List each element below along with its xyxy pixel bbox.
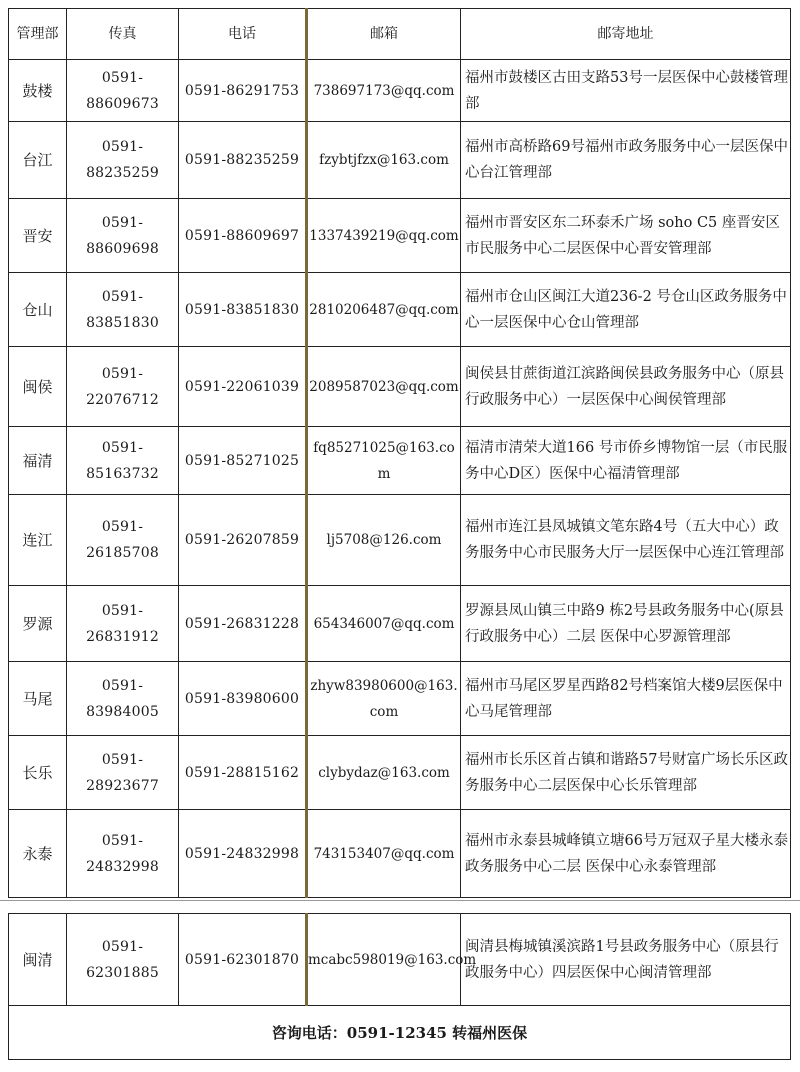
table-row: [9, 810, 791, 898]
address-cell: 福州市长乐区首占镇和谐路57号财富广场长乐区政务服务中心二层医保中心长乐管理部: [461, 736, 791, 810]
email-cell: clybydaz@163.com: [307, 736, 461, 810]
table-row: [9, 122, 791, 199]
address-cell: 福州市鼓楼区古田支路53号一层医保中心鼓楼管理部: [461, 60, 791, 122]
table-row: [9, 60, 791, 122]
dept-cell: 晋安: [9, 199, 67, 273]
dept-cell: 罗源: [9, 586, 67, 662]
table-row: [9, 347, 791, 427]
address-cell: 福州市高桥路69号福州市政务服务中心一层医保中心台江管理部: [461, 122, 791, 199]
phone-cell: 0591-26207859: [179, 495, 307, 586]
email-cell: 743153407@qq.com: [307, 810, 461, 898]
address-cell: 罗源县凤山镇三中路9 栋2号县政务服务中心(原县行政服务中心）二层 医保中心罗源管理部: [461, 586, 791, 662]
fax-cell: 0591-26185708: [67, 495, 179, 586]
dept-cell: 长乐: [9, 736, 67, 810]
hotline-text: 咨询电话：0591-12345 转福州医保: [9, 1006, 791, 1060]
dept-cell: 仓山: [9, 273, 67, 347]
fax-cell: 0591-83984005: [67, 662, 179, 736]
address-cell: 闽侯县甘蔗街道江滨路闽侯县政务服务中心（原县行政服务中心）一层医保中心闽侯管理部: [461, 347, 791, 427]
header-address: 邮寄地址: [461, 9, 791, 60]
table-row: [9, 662, 791, 736]
phone-cell: 0591-83980600: [179, 662, 307, 736]
email-cell: 2810206487@qq.com: [307, 273, 461, 347]
email-cell: fzybtjfzx@163.com: [307, 122, 461, 199]
dept-cell: 福清: [9, 427, 67, 495]
table-row: [9, 273, 791, 347]
phone-cell: 0591-83851830: [179, 273, 307, 347]
hotline-row: [9, 1006, 791, 1060]
fax-cell: 0591-88235259: [67, 122, 179, 199]
dept-cell: 鼓楼: [9, 60, 67, 122]
table-row: [9, 914, 791, 1006]
table-row: [9, 427, 791, 495]
phone-cell: 0591-88235259: [179, 122, 307, 199]
address-cell: 福州市永泰县城峰镇立塘66号万冠双子星大楼永泰政务服务中心二层 医保中心永泰管理部: [461, 810, 791, 898]
phone-cell: 0591-88609697: [179, 199, 307, 273]
phone-cell: 0591-28815162: [179, 736, 307, 810]
table-row: [9, 199, 791, 273]
email-cell: zhyw83980600@163.com: [307, 662, 461, 736]
email-cell: 1337439219@qq.com: [307, 199, 461, 273]
table-row: [9, 495, 791, 586]
header-email: 邮箱: [307, 9, 461, 60]
email-cell: fq85271025@163.com: [307, 427, 461, 495]
email-cell: mcabc598019@163.com: [307, 914, 461, 1006]
fax-cell: 0591-28923677: [67, 736, 179, 810]
header-fax: 传真: [67, 9, 179, 60]
dept-cell: 闽侯: [9, 347, 67, 427]
fax-cell: 0591-88609698: [67, 199, 179, 273]
dept-cell: 闽清: [9, 914, 67, 1006]
header-dept: 管理部: [9, 9, 67, 60]
dept-cell: 永泰: [9, 810, 67, 898]
address-cell: 福州市马尾区罗星西路82号档案馆大楼9层医保中心马尾管理部: [461, 662, 791, 736]
phone-cell: 0591-85271025: [179, 427, 307, 495]
dept-cell: 连江: [9, 495, 67, 586]
address-cell: 闽清县梅城镇溪滨路1号县政务服务中心（原县行政服务中心）四层医保中心闽清管理部: [461, 914, 791, 1006]
email-cell: 738697173@qq.com: [307, 60, 461, 122]
email-cell: lj5708@126.com: [307, 495, 461, 586]
fax-cell: 0591-24832998: [67, 810, 179, 898]
table-row: [9, 736, 791, 810]
fax-cell: 0591-62301885: [67, 914, 179, 1006]
page-break: [0, 900, 800, 907]
phone-cell: 0591-26831228: [179, 586, 307, 662]
address-cell: 福州市仓山区闽江大道236-2 号仓山区政务服务中心一层医保中心仓山管理部: [461, 273, 791, 347]
phone-cell: 0591-24832998: [179, 810, 307, 898]
address-cell: 福州市晋安区东二环泰禾广场 soho C5 座晋安区市民服务中心二层医保中心晋安管理部: [461, 199, 791, 273]
email-cell: 654346007@qq.com: [307, 586, 461, 662]
phone-cell: 0591-22061039: [179, 347, 307, 427]
fax-cell: 0591-22076712: [67, 347, 179, 427]
fax-cell: 0591-26831912: [67, 586, 179, 662]
phone-cell: 0591-62301870: [179, 914, 307, 1006]
dept-cell: 台江: [9, 122, 67, 199]
header-phone: 电话: [179, 9, 307, 60]
address-cell: 福清市清荣大道166 号市侨乡博物馆一层（市民服务中心D区）医保中心福清管理部: [461, 427, 791, 495]
fax-cell: 0591-85163732: [67, 427, 179, 495]
fax-cell: 0591-83851830: [67, 273, 179, 347]
contact-table: [8, 8, 791, 898]
fax-cell: 0591-88609673: [67, 60, 179, 122]
table-row: [9, 586, 791, 662]
dept-cell: 马尾: [9, 662, 67, 736]
email-cell: 2089587023@qq.com: [307, 347, 461, 427]
phone-cell: 0591-86291753: [179, 60, 307, 122]
address-cell: 福州市连江县凤城镇文笔东路4号（五大中心）政务服务中心市民服务大厅一层医保中心连江管理部: [461, 495, 791, 586]
header-row: [9, 9, 791, 60]
contact-table-continued: [8, 913, 791, 1060]
